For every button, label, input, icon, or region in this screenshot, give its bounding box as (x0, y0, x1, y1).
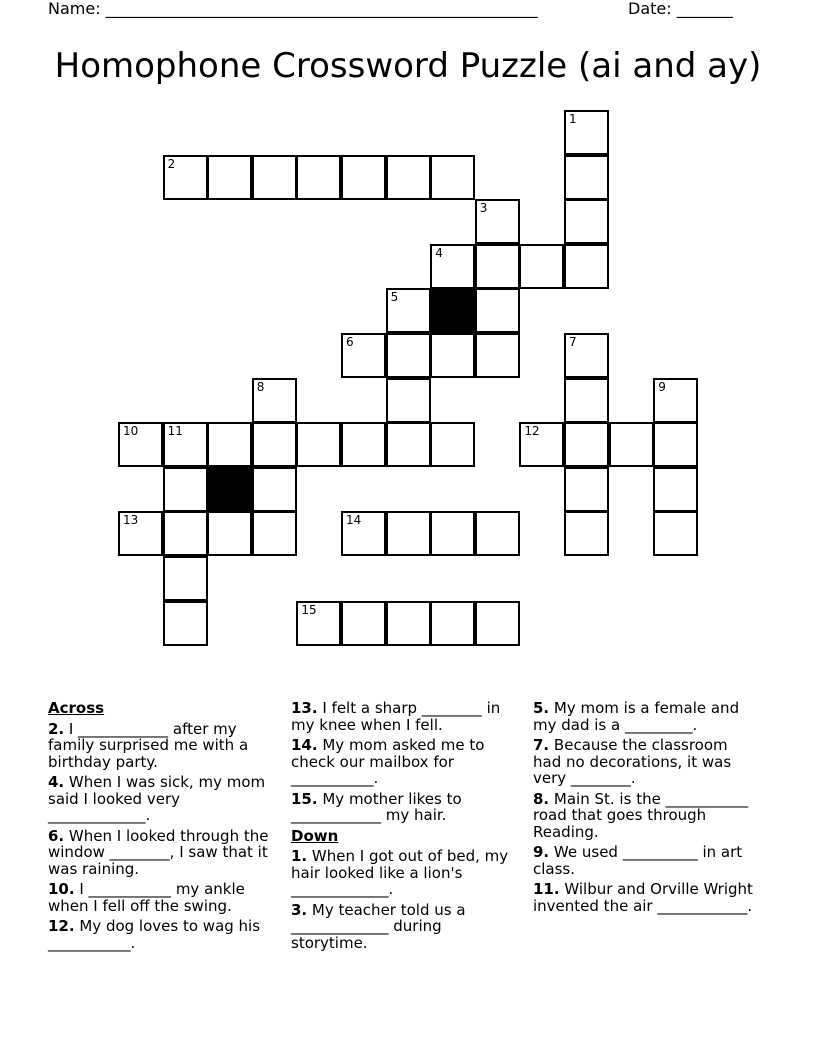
clue-number: 4 (435, 245, 443, 260)
answer-cell[interactable] (163, 556, 208, 601)
answer-cell[interactable] (341, 511, 386, 556)
clue-down-3: 3. My teacher told us a _____________ during storytime. (291, 900, 466, 952)
answer-cell[interactable] (386, 378, 431, 423)
clue-number: 2 (167, 156, 176, 171)
answer-cell[interactable] (475, 199, 520, 244)
answer-cell[interactable] (341, 601, 386, 646)
date-label: Date: _______ (628, 0, 733, 18)
answer-cell[interactable] (386, 422, 431, 467)
answer-cell[interactable] (386, 601, 431, 646)
answer-cell[interactable] (252, 422, 297, 467)
clue-across-6: 6. When I looked through the window ________, I saw that it was raining. (48, 826, 269, 878)
clue-number: 14 (346, 513, 362, 528)
answer-cell[interactable] (252, 155, 297, 200)
answer-cell[interactable] (386, 155, 431, 200)
clue-across-13: 13. I felt a sharp ________ in my knee when I fell. (291, 699, 501, 734)
clue-down-5: 5. My mom is a female and my dad is a _________. (533, 699, 740, 734)
clue-across-10: 10. I ___________ my ankle when I fell off the swing. (48, 880, 245, 915)
across-heading: Across (48, 699, 105, 717)
answer-cell[interactable] (653, 422, 698, 467)
answer-cell[interactable] (252, 467, 297, 512)
answer-cell[interactable] (296, 601, 341, 646)
answer-cell[interactable] (475, 333, 520, 378)
clue-across-12: 12. My dog loves to wag his ___________. (48, 917, 261, 952)
answer-cell[interactable] (207, 155, 252, 200)
clue-number: 9 (658, 379, 666, 394)
answer-cell[interactable] (207, 422, 252, 467)
answer-cell[interactable] (341, 422, 386, 467)
clue-down-1: 1. When I got out of bed, my hair looked like a lion's _____________. (291, 847, 509, 898)
clue-number: 12 (524, 424, 540, 439)
clue-across-15: 15. My mother likes to ____________ my hair. (291, 789, 462, 824)
answer-cell[interactable] (163, 511, 208, 556)
answer-cell[interactable] (430, 155, 475, 200)
answer-cell[interactable] (564, 199, 609, 244)
answer-cell[interactable] (252, 378, 297, 423)
clue-number: 11 (167, 424, 183, 439)
answer-cell[interactable] (430, 422, 475, 467)
answer-cell[interactable] (430, 333, 475, 378)
answer-cell[interactable] (252, 511, 297, 556)
answer-cell[interactable] (564, 244, 609, 289)
answer-cell[interactable] (118, 422, 163, 467)
clue-across-4: 4. When I was sick, my mom said I looked very _____________. (48, 773, 266, 824)
clue-number: 7 (569, 335, 577, 349)
clues-column-2 (291, 700, 517, 955)
answer-cell[interactable] (564, 333, 609, 378)
black-cell (430, 288, 475, 333)
answer-cell[interactable] (564, 155, 609, 200)
answer-cell[interactable] (475, 601, 520, 646)
answer-cell[interactable] (564, 422, 609, 467)
down-heading: Down (291, 826, 339, 845)
clue-down-9: 9. We used __________ in art class. (533, 843, 743, 878)
answer-cell[interactable] (163, 155, 208, 200)
answer-cell[interactable] (341, 333, 386, 378)
answer-cell[interactable] (475, 244, 520, 289)
clue-number: 8 (256, 379, 265, 394)
answer-cell[interactable] (386, 511, 431, 556)
clues-column-1 (48, 700, 270, 955)
answer-cell[interactable] (163, 467, 208, 512)
answer-cell[interactable] (163, 422, 208, 467)
clue-down-7: 7. Because the classroom had no decorations, it was very ________. (533, 736, 732, 787)
answer-cell[interactable] (653, 378, 698, 423)
answer-cell[interactable] (519, 422, 564, 467)
clue-number: 6 (346, 335, 354, 349)
answer-cell[interactable] (341, 155, 386, 200)
answer-cell[interactable] (564, 110, 609, 155)
answer-cell[interactable] (519, 244, 564, 289)
black-cell (207, 467, 252, 512)
clue-across-2: 2. I ____________ after my family surprised me with a birthday party. (48, 719, 249, 771)
clue-number: 3 (479, 201, 488, 216)
name-label: Name: ______________________________________________________ (48, 0, 538, 18)
answer-cell[interactable] (296, 422, 341, 467)
answer-cell[interactable] (296, 155, 341, 200)
clue-down-11: 11. Wilbur and Orville Wright invented the air ____________. (533, 880, 753, 915)
clues-column-3 (533, 700, 759, 918)
answer-cell[interactable] (386, 288, 431, 333)
answer-cell[interactable] (653, 511, 698, 556)
clue-number: 1 (569, 112, 577, 126)
clue-number: 10 (123, 424, 139, 439)
answer-cell[interactable] (609, 422, 654, 467)
answer-cell[interactable] (163, 601, 208, 646)
answer-cell[interactable] (653, 467, 698, 512)
answer-cell[interactable] (475, 288, 520, 333)
answer-cell[interactable] (386, 333, 431, 378)
answer-cell[interactable] (430, 511, 475, 556)
clue-number: 5 (390, 290, 399, 305)
answer-cell[interactable] (564, 467, 609, 512)
clue-across-14: 14. My mom asked me to check our mailbox for ___________. (291, 736, 485, 787)
answer-cell[interactable] (564, 511, 609, 556)
answer-cell[interactable] (118, 511, 163, 556)
clue-number: 15 (301, 602, 317, 617)
answer-cell[interactable] (207, 511, 252, 556)
answer-cell[interactable] (475, 511, 520, 556)
page-title: Homophone Crossword Puzzle (ai and ay) (54, 46, 762, 86)
clue-down-8: 8. Main St. is the ___________ road that goes through Reading. (533, 789, 749, 841)
answer-cell[interactable] (430, 601, 475, 646)
answer-cell[interactable] (564, 378, 609, 423)
clue-number: 13 (123, 513, 139, 528)
answer-cell[interactable] (430, 244, 475, 289)
